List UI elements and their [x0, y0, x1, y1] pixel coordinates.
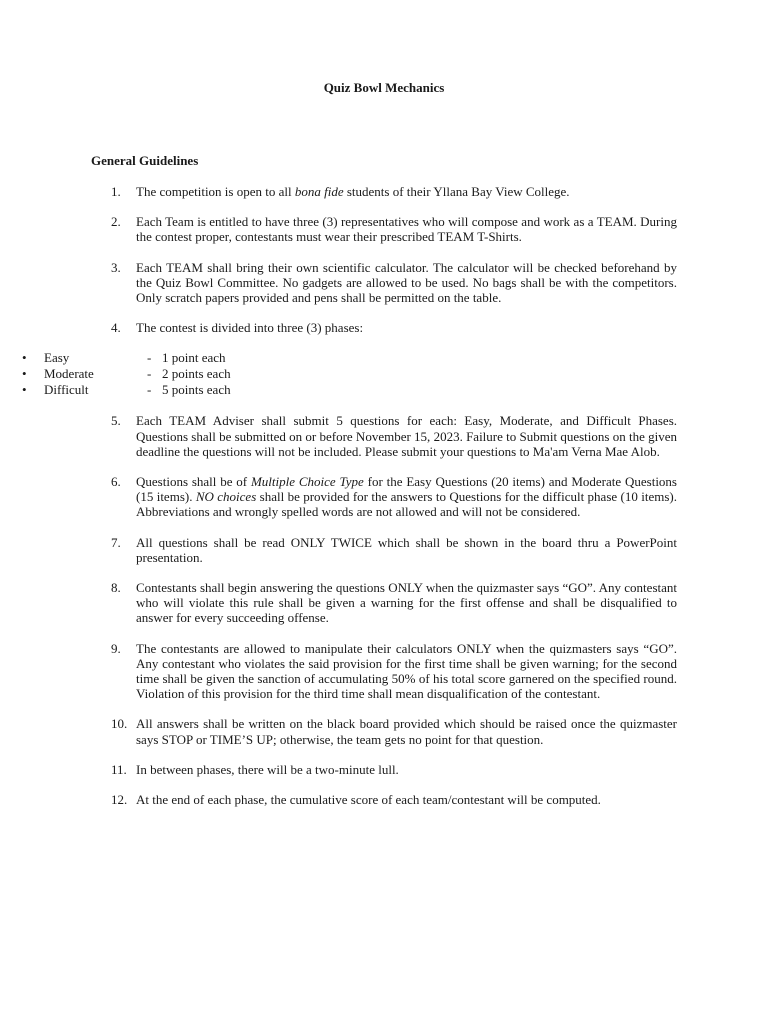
item-text: Questions shall be of Multiple Choice Type for the Easy Questions (20 items) and Moderate Questions (15 items). NO choices shall be provided for the answers to Questions for the difficult phase (10 items). Abbreviations and wrongly spelled words are not allowed and will not be considered.	[136, 474, 677, 520]
phase-points: 5 points each	[162, 382, 231, 398]
item-number: 6.	[111, 474, 121, 490]
list-item	[0, 716, 768, 746]
list-item	[0, 641, 768, 702]
phase-dash: -	[147, 366, 152, 382]
phase-level: Moderate	[44, 366, 94, 382]
item-number: 7.	[111, 534, 121, 550]
item-number: 12.	[111, 792, 128, 808]
guidelines-list	[0, 184, 768, 822]
item-number: 4.	[111, 320, 121, 336]
list-item	[0, 792, 768, 807]
phase-level: Easy	[44, 350, 70, 366]
list-item	[0, 535, 768, 565]
phase-item	[0, 366, 541, 382]
item-number: 3.	[111, 259, 121, 275]
phase-item	[0, 350, 541, 366]
item-number: 2.	[111, 214, 121, 230]
item-number: 9.	[111, 640, 121, 656]
item-text: Each TEAM shall bring their own scientific calculator. The calculator will be checked beforehand by the Quiz Bowl Committee. No gadgets are allowed to be used. No bags shall be with the competitors. Only scratch papers provided and pens shall be permitted on the table.	[136, 259, 677, 306]
list-item	[0, 320, 768, 398]
list-item	[0, 260, 768, 306]
list-item	[0, 413, 768, 459]
phase-dash: -	[147, 350, 152, 366]
item-text: Each Team is entitled to have three (3) representatives who will compose and work as a TEAM. During the contest proper, contestants must wear their prescribed TEAM T-Shirts.	[136, 214, 677, 245]
item-text: All questions shall be read ONLY TWICE which shall be shown in the board thru a PowerPoint presentation.	[136, 534, 677, 565]
phase-list	[0, 350, 541, 398]
item-text: At the end of each phase, the cumulative score of each team/contestant will be computed.	[136, 792, 601, 808]
item-text: The contestants are allowed to manipulate their calculators ONLY when the quizmasters says “GO”. Any contestant who violates the said provision for the first time shall be given warning; for the second time shall be given the sanction of accumulating 50% of his total score garnered on the specified round. Violation of this provision for the third time shall mean disqualification of the contestant.	[136, 640, 677, 702]
phase-item	[0, 382, 541, 398]
list-item	[0, 214, 768, 244]
item-number: 1.	[111, 184, 121, 199]
list-item	[0, 762, 768, 777]
list-item	[0, 580, 768, 626]
item-number: 10.	[111, 716, 128, 732]
phase-points: 1 point each	[162, 350, 226, 366]
item-number: 11.	[111, 761, 127, 777]
list-item	[0, 474, 768, 520]
item-number: 8.	[111, 580, 121, 596]
item-text: Contestants shall begin answering the questions ONLY when the quizmaster says “GO”. Any contestant who will violate this rule shall be given a warning for the first offense and shall be disqualified to answer for every succeeding offense.	[136, 580, 677, 626]
item-number: 5.	[111, 413, 121, 429]
item-text: Each TEAM Adviser shall submit 5 questions for each: Easy, Moderate, and Difficult Phases. Questions shall be submitted on or before November 15, 2023. Failure to Submit questions on the given deadline the questions will not be included. Please submit your questions to Ma'am Verna Mae Alob.	[136, 413, 677, 459]
item-text: All answers shall be written on the black board provided which should be raised once the quizmaster says STOP or TIME’S UP; otherwise, the team gets no point for that question.	[136, 716, 677, 747]
phase-level: Difficult	[44, 382, 89, 398]
section-heading: General Guidelines	[91, 153, 199, 168]
phase-points: 2 points each	[162, 366, 231, 382]
list-item	[0, 184, 768, 199]
item-text: The contest is divided into three (3) phases:	[136, 320, 364, 336]
bullet-icon: •	[22, 366, 27, 382]
bullet-icon: •	[22, 350, 27, 366]
bullet-icon: •	[22, 382, 27, 398]
item-text: The competition is open to all bona fide students of their Yllana Bay View College.	[136, 184, 570, 199]
document-title: Quiz Bowl Mechanics	[323, 80, 445, 95]
item-text: In between phases, there will be a two-minute lull.	[136, 761, 399, 777]
phase-dash: -	[147, 382, 152, 398]
